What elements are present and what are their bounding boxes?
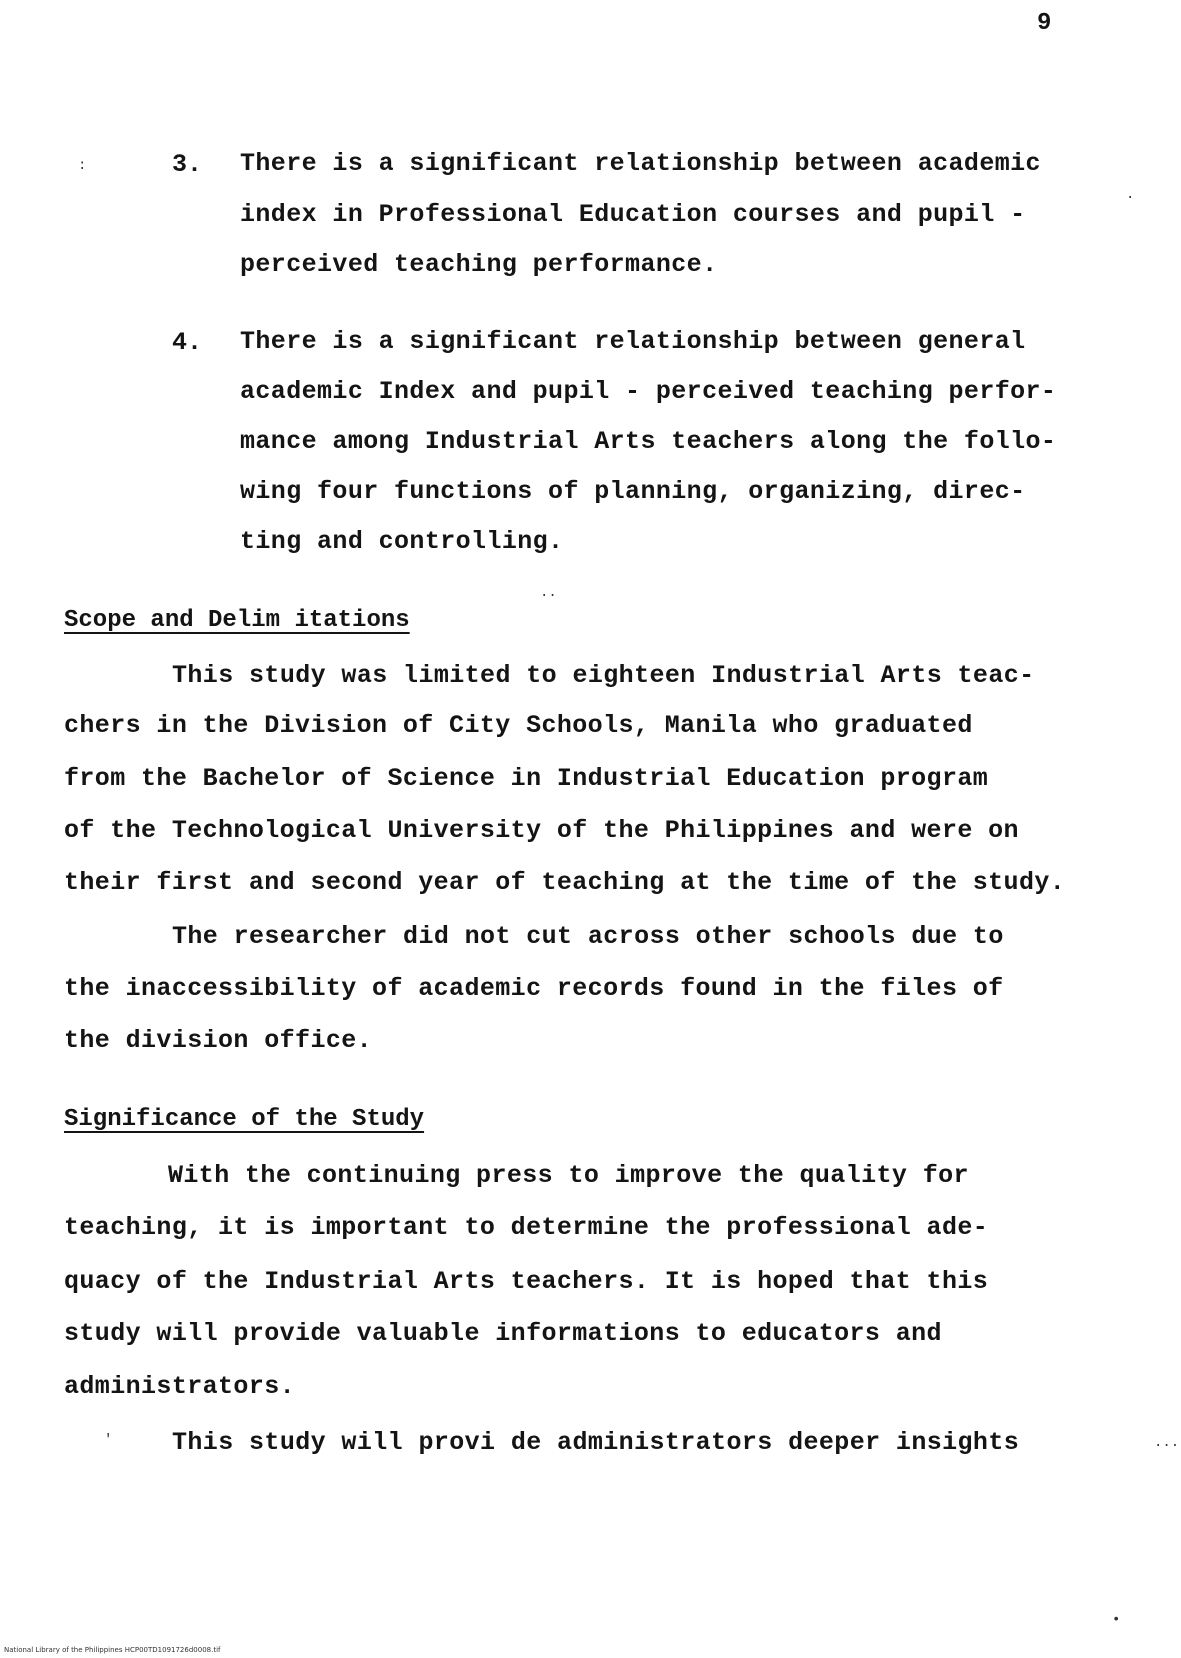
page-number: 9 (1037, 10, 1052, 37)
hypothesis-4-line-4: wing four functions of planning, organizing, direc- (240, 477, 1026, 506)
significance-paragraph-1-line-1: With the continuing press to improve the quality for (168, 1161, 969, 1190)
hypothesis-3-line-2: index in Professional Education courses and pupil - (240, 200, 1026, 229)
hypothesis-4-line-3: mance among Industrial Arts teachers along the follo- (240, 427, 1057, 456)
scan-speck: : (78, 158, 87, 174)
hypothesis-3-line-3: perceived teaching performance. (240, 250, 718, 279)
scope-paragraph-2-line-3: the division office. (64, 1026, 373, 1055)
scope-paragraph-1-line-2: chers in the Division of City Schools, Manila who graduated (64, 711, 973, 740)
scope-paragraph-1-line-3: from the Bachelor of Science in Industrial Education program (64, 764, 989, 793)
scan-speck: ·· (540, 588, 557, 604)
significance-paragraph-1-line-3: quacy of the Industrial Arts teachers. It is hoped that this (64, 1267, 989, 1296)
hypothesis-4-line-1: There is a significant relationship between general (240, 327, 1026, 356)
hypothesis-3-number: 3. (172, 150, 203, 179)
scan-speck: · (1126, 190, 1135, 206)
hypothesis-4-number: 4. (172, 328, 203, 357)
scan-speck: ' (104, 1432, 113, 1448)
significance-paragraph-2-line-1: This study will provi de administrators deeper insights (172, 1428, 1020, 1457)
scope-paragraph-2-line-2: the inaccessibility of academic records found in the files of (64, 974, 1004, 1003)
scope-paragraph-1-line-5: their first and second year of teaching at the time of the study. (64, 868, 1066, 897)
scope-paragraph-2-line-1: The researcher did not cut across other schools due to (172, 922, 1004, 951)
hypothesis-4-line-2: academic Index and pupil - perceived teaching perfor- (240, 377, 1057, 406)
significance-paragraph-1-line-5: administrators. (64, 1372, 296, 1401)
significance-paragraph-1-line-4: study will provide valuable informations to educators and (64, 1319, 942, 1348)
scan-footer: National Library of the Philippines HCP00TD1091726d0008.tif (4, 1646, 221, 1654)
scan-speck: • (1112, 1612, 1121, 1628)
hypothesis-4-line-5: ting and controlling. (240, 527, 564, 556)
scope-heading: Scope and Delim itations (64, 607, 410, 634)
hypothesis-3-line-1: There is a significant relationship between academic (240, 149, 1041, 178)
scope-paragraph-1-line-1: This study was limited to eighteen Industrial Arts teac- (172, 661, 1035, 690)
significance-paragraph-1-line-2: teaching, it is important to determine the professional ade- (64, 1213, 989, 1242)
scan-speck: ··· (1154, 1438, 1180, 1454)
significance-heading: Significance of the Study (64, 1106, 425, 1133)
scope-paragraph-1-line-4: of the Technological University of the Philippines and were on (64, 816, 1019, 845)
